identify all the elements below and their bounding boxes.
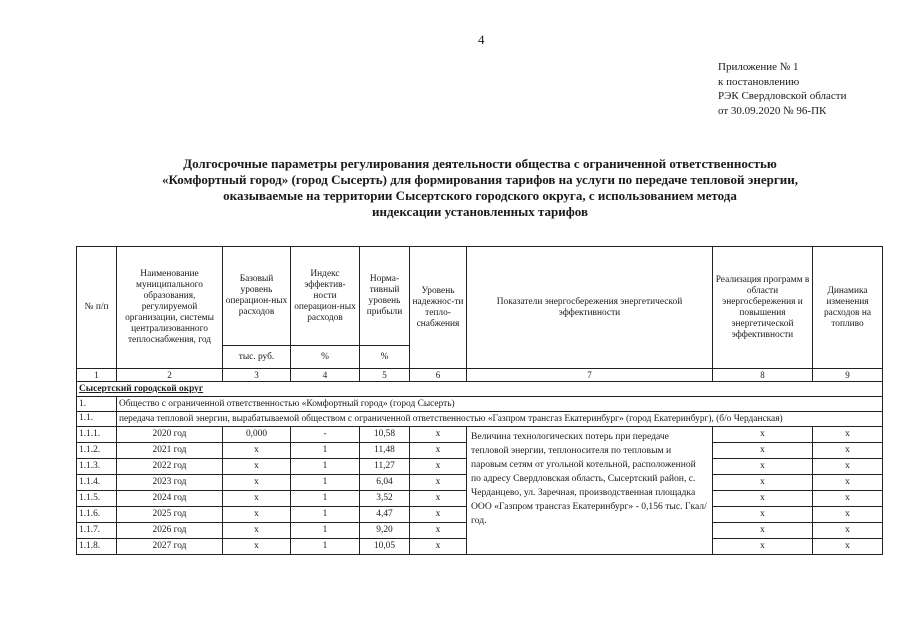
parameters-table	[76, 246, 883, 555]
header-reliability: Уровень надежнос-ти тепло-снабжения	[410, 247, 467, 369]
org-name: Общество с ограниченной ответственностью «Комфортный город» (город Сысерть)	[117, 397, 883, 412]
row-num: 1.1.8.	[77, 539, 117, 555]
header-name: Наименование муниципального образования, регулируемой организации, системы централизованного теплоснабжения, год	[117, 247, 223, 369]
row-reliability: x	[410, 491, 467, 507]
row-year: 2021 год	[117, 443, 223, 459]
org-num: 1.	[77, 397, 117, 412]
row-reliability: x	[410, 427, 467, 443]
row-year: 2022 год	[117, 459, 223, 475]
column-number: 9	[813, 369, 883, 382]
row-index: 1	[291, 443, 360, 459]
column-number: 2	[117, 369, 223, 382]
row-norm: 4,47	[360, 507, 410, 523]
row-num: 1.1.3.	[77, 459, 117, 475]
header-base: Базовый уровень операцион-ных расходов	[223, 247, 291, 346]
row-base: x	[223, 507, 291, 523]
row-year: 2026 год	[117, 523, 223, 539]
row-norm: 3,52	[360, 491, 410, 507]
column-numbers-row	[77, 369, 883, 382]
title-line: Долгосрочные параметры регулирования деятельности общества с ограниченной ответственностью	[183, 156, 777, 171]
row-year: 2027 год	[117, 539, 223, 555]
energy-indicator: Величина технологических потерь при передаче тепловой энергии, теплоносителя по тепловым и паровым сетям от угольной котельной, расположенной по адресу Свердловская область, Сысертский район, с. Черданцево, ул. Заречная, производственная площадка ООО «Газпром трансгаз Екатеринбург» - 0,156 тыс. Гкал/год.	[467, 427, 713, 555]
region-name: Сысертский городской округ	[77, 382, 883, 397]
row-reliability: x	[410, 475, 467, 491]
year-row	[77, 427, 883, 443]
row-fuel: x	[813, 507, 883, 523]
header-norm: Норма-тивный уровень прибыли	[360, 247, 410, 346]
row-year: 2023 год	[117, 475, 223, 491]
header-index: Индекс эффектив-ности операцион-ных расходов	[291, 247, 360, 346]
row-index: 1	[291, 539, 360, 555]
row-fuel: x	[813, 443, 883, 459]
row-fuel: x	[813, 459, 883, 475]
row-num: 1.1.1.	[77, 427, 117, 443]
appendix-line: от 30.09.2020 № 96-ПК	[718, 104, 827, 117]
row-reliability: x	[410, 507, 467, 523]
appendix-note	[718, 60, 846, 118]
row-fuel: x	[813, 491, 883, 507]
row-programs: x	[713, 523, 813, 539]
row-index: 1	[291, 459, 360, 475]
column-number: 4	[291, 369, 360, 382]
header-energy: Показатели энергосбережения энергетической эффективности	[467, 247, 713, 369]
row-reliability: x	[410, 539, 467, 555]
title-line: индексации установленных тарифов	[372, 204, 588, 219]
row-index: 1	[291, 491, 360, 507]
row-index: 1	[291, 507, 360, 523]
region-row	[77, 382, 883, 397]
column-number: 8	[713, 369, 813, 382]
row-fuel: x	[813, 475, 883, 491]
row-base: x	[223, 539, 291, 555]
row-year: 2024 год	[117, 491, 223, 507]
title-line: оказываемые на территории Сысертского городского округа, с использованием метода	[223, 188, 737, 203]
header-row	[77, 247, 883, 346]
row-reliability: x	[410, 459, 467, 475]
row-programs: x	[713, 507, 813, 523]
row-num: 1.1.2.	[77, 443, 117, 459]
service-num: 1.1.	[77, 412, 117, 427]
column-number: 3	[223, 369, 291, 382]
row-num: 1.1.5.	[77, 491, 117, 507]
unit-norm: %	[360, 346, 410, 369]
row-index: 1	[291, 475, 360, 491]
page-number: 4	[478, 32, 485, 47]
unit-base: тыс. руб.	[223, 346, 291, 369]
row-index: -	[291, 427, 360, 443]
column-number: 6	[410, 369, 467, 382]
row-num: 1.1.7.	[77, 523, 117, 539]
row-reliability: x	[410, 443, 467, 459]
row-base: x	[223, 459, 291, 475]
header-programs: Реализация программ в области энергосбережения и повышения энергетической эффективности	[713, 247, 813, 369]
service-name: передача тепловой энергии, вырабатываемой обществом с ограниченной ответственностью «Газпром трансгаз Екатеринбург» (город Екатеринбург), (б/о Черданская)	[117, 412, 883, 427]
appendix-line: Приложение № 1	[718, 61, 799, 73]
row-programs: x	[713, 427, 813, 443]
row-norm: 6,04	[360, 475, 410, 491]
row-norm: 10,05	[360, 539, 410, 555]
row-year: 2020 год	[117, 427, 223, 443]
row-programs: x	[713, 443, 813, 459]
column-number: 1	[77, 369, 117, 382]
row-base: 0,000	[223, 427, 291, 443]
appendix-line: к постановлению	[718, 75, 800, 88]
row-year: 2025 год	[117, 507, 223, 523]
row-fuel: x	[813, 539, 883, 555]
row-norm: 10,58	[360, 427, 410, 443]
row-fuel: x	[813, 523, 883, 539]
row-reliability: x	[410, 523, 467, 539]
row-programs: x	[713, 475, 813, 491]
unit-index: %	[291, 346, 360, 369]
header-num: № п/п	[77, 247, 117, 369]
row-base: x	[223, 491, 291, 507]
row-base: x	[223, 475, 291, 491]
appendix-line: РЭК Свердловской области	[718, 90, 847, 102]
row-norm: 11,27	[360, 459, 410, 475]
header-fuel: Динамика изменения расходов на топливо	[813, 247, 883, 369]
row-num: 1.1.4.	[77, 475, 117, 491]
row-num: 1.1.6.	[77, 507, 117, 523]
column-number: 7	[467, 369, 713, 382]
row-programs: x	[713, 459, 813, 475]
row-index: 1	[291, 523, 360, 539]
row-fuel: x	[813, 427, 883, 443]
row-norm: 11,48	[360, 443, 410, 459]
column-number: 5	[360, 369, 410, 382]
organization-row	[77, 397, 883, 412]
row-programs: x	[713, 539, 813, 555]
title-line: «Комфортный город» (город Сысерть) для формирования тарифов на услуги по передаче тепловой энергии,	[162, 172, 798, 187]
service-row	[77, 412, 883, 427]
row-base: x	[223, 443, 291, 459]
row-base: x	[223, 523, 291, 539]
document-title	[100, 156, 860, 220]
row-programs: x	[713, 491, 813, 507]
row-norm: 9,20	[360, 523, 410, 539]
